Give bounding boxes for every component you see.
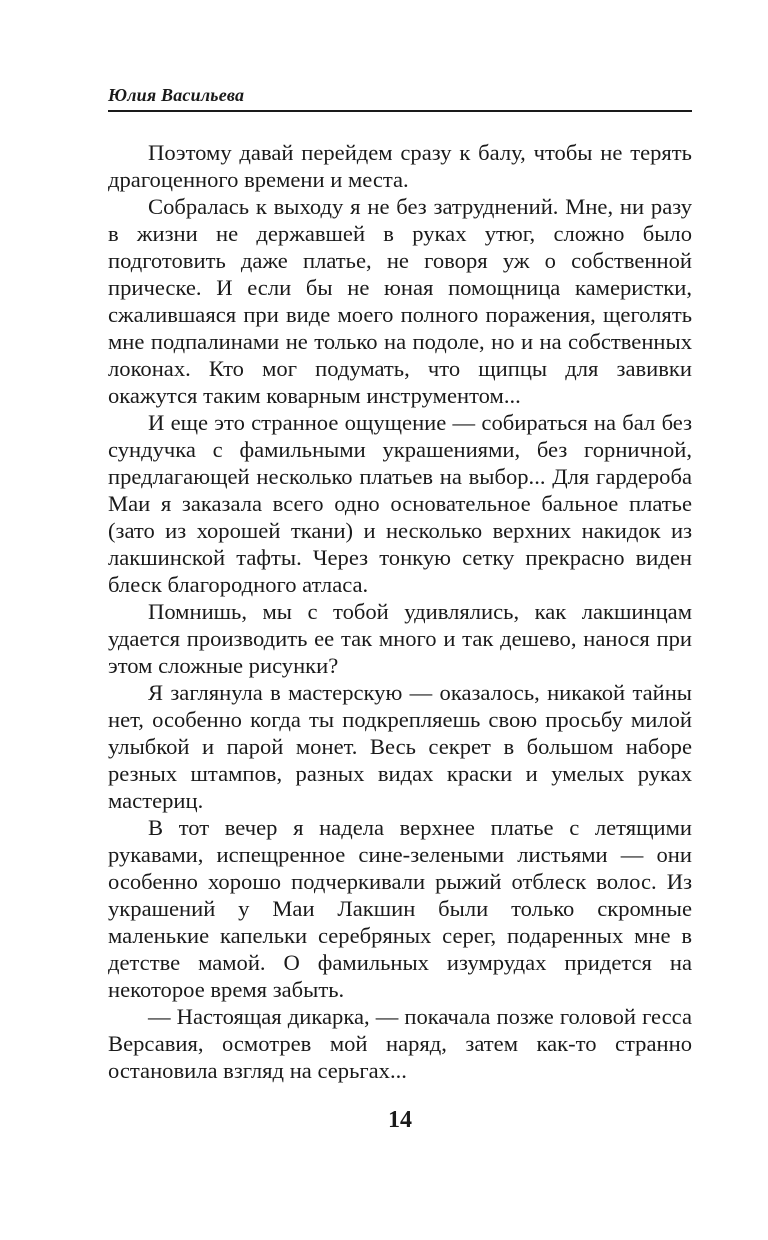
paragraph: И еще это странное ощущение — собираться на бал без сундучка с фамильными украшениями, без горничной, предлагающей несколько платьев на выбор... Для гардероба Маи я заказала всего одно основательное бальное платье (зато из хорошей ткани) и несколько верхних накидок из лакшинской тафты. Через тонкую сетку прекрасно виден блеск благородного атласа. <box>108 410 692 597</box>
page-number: 14 <box>388 1107 412 1133</box>
running-head-author: Юлия Васильева <box>108 85 245 105</box>
paragraph: В тот вечер я надела верхнее платье с летящими рукавами, испещренное сине-зелеными листьями — они особенно хорошо подчеркивали рыжий отблеск волос. Из украшений у Маи Лакшин были только скромные маленькие капельки серебряных серег, подаренных мне в детстве мамой. О фамильных изумрудах придется на некоторое время забыть. <box>108 815 692 1002</box>
paragraph: Помнишь, мы с тобой удивлялись, как лакшинцам удается производить ее так много и так дешево, нанося при этом сложные рисунки? <box>108 599 692 678</box>
paragraph: Я заглянула в мастерскую — оказалось, никакой тайны нет, особенно когда ты подкрепляешь свою просьбу милой улыбкой и парой монет. Весь секрет в большом наборе резных штампов, разных видах краски и умелых руках мастериц. <box>108 680 692 813</box>
paragraph: Поэтому давай перейдем сразу к балу, чтобы не терять драгоценного времени и места. <box>108 140 692 192</box>
body-text <box>108 139 692 1084</box>
paragraph: Собралась к выходу я не без затруднений. Мне, ни разу в жизни не державшей в руках утюг, сложно было подготовить даже платье, не говоря уж о собственной прическе. И если бы не юная помощница камеристки, сжалившаяся при виде моего полного поражения, щеголять мне подпалинами не только на подоле, но и на собственных локонах. Кто мог подумать, что щипцы для завивки окажутся таким коварным инструментом... <box>108 194 692 408</box>
header-rule <box>108 110 692 112</box>
paragraph: — Настоящая дикарка, — покачала позже головой гесса Версавия, осмотрев мой наряд, затем как-то странно остановила взгляд на серьгах... <box>108 1004 692 1083</box>
